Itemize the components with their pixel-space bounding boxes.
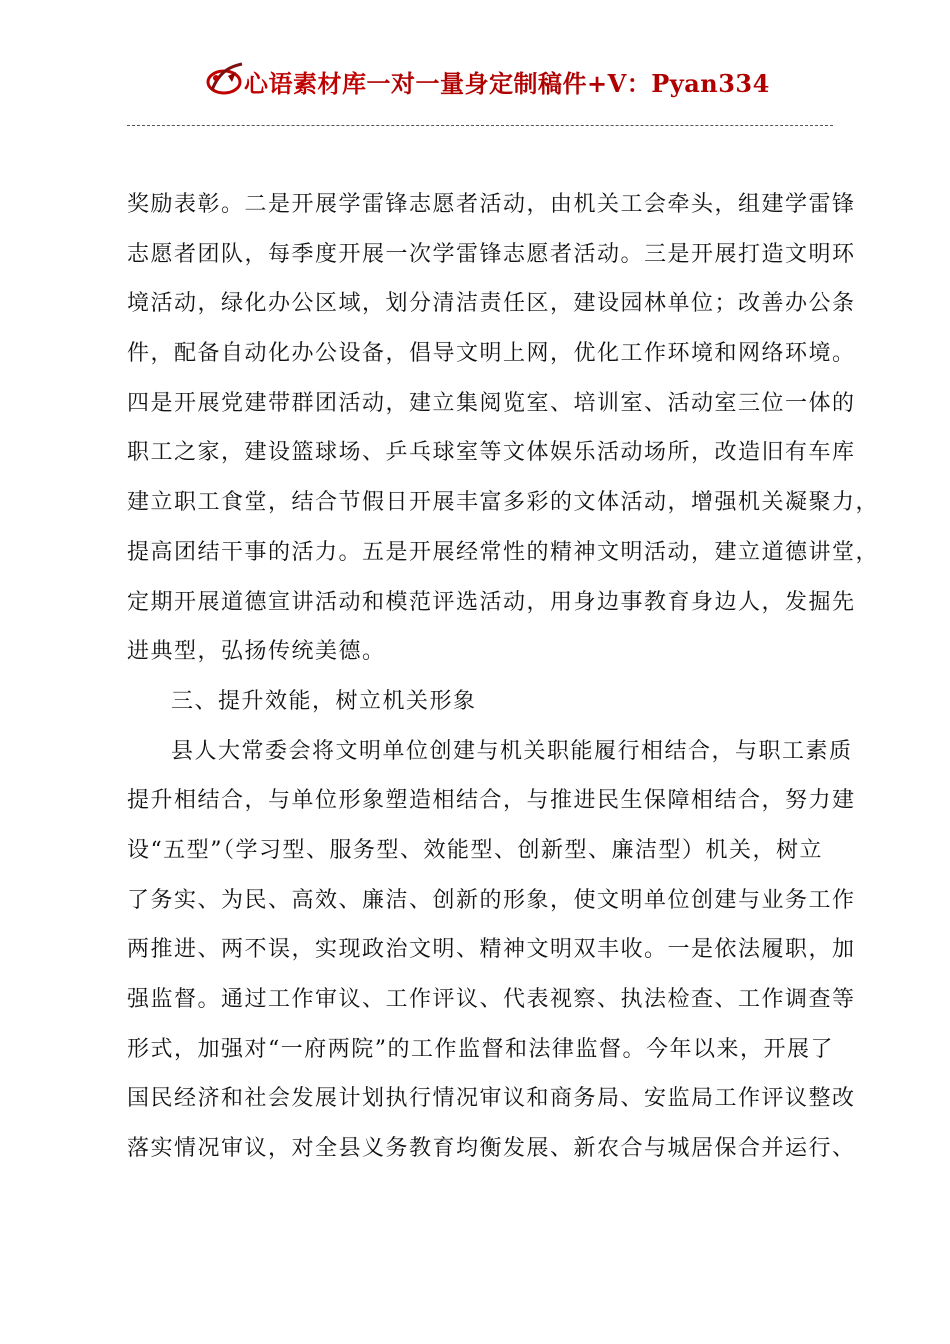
text-line: 进典型，弘扬传统美德。 [127, 639, 386, 665]
text-line: 落实情况审议，对全县义务教育均衡发展、新农合与城居保合并运行、 [127, 1136, 856, 1162]
header-divider [127, 125, 833, 126]
document-body [127, 180, 880, 1174]
page-header [0, 58, 950, 104]
brand-logo-icon [202, 60, 248, 100]
text-line: 奖励表彰。二是开展学雷锋志愿者活动，由机关工会牵头，组建学雷锋 [127, 192, 856, 217]
text-line: 定期开展道德宣讲活动和模范评选活动，用身边事教育身边人，发掘先 [127, 589, 856, 615]
text-line: 两推进、两不误，实现政治文明、精神文明双丰收。一是依法履职，加 [127, 937, 856, 963]
text-line: 职工之家，建设篮球场、乒乓球室等文体娱乐活动场所，改造旧有车库 [127, 440, 856, 466]
text-line: 志愿者团队，每季度开展一次学雷锋志愿者活动。三是开展打造文明环 [127, 241, 856, 267]
text-line: 件，配备自动化办公设备，倡导文明上网，优化工作环境和网络环境。 [127, 341, 856, 367]
text-line: 境活动，绿化办公区域，划分清洁责任区，建设园林单位；改善办公条 [127, 291, 856, 317]
text-line: 形式，加强对“一府两院”的工作监督和法律监督。今年以来，开展了 [127, 1036, 834, 1062]
text-line: 县人大常委会将文明单位创建与机关职能履行相结合，与职工素质 [171, 738, 853, 764]
header-brand: 心语素材库 [244, 69, 367, 98]
header-title [244, 64, 770, 99]
text-line: 提升相结合，与单位形象塑造相结合，与推进民生保障相结合，努力建 [127, 788, 856, 814]
text-line: 四是开展党建带群团活动，建立集阅览室、培训室、活动室三位一体的 [127, 390, 856, 416]
text-line: 提高团结干事的活力。五是开展经常性的精神文明活动，建立道德讲堂， [127, 539, 880, 565]
text-line: 了务实、为民、高效、廉洁、创新的形象，使文明单位创建与业务工作 [127, 887, 856, 913]
text-line: 强监督。通过工作审议、工作评议、代表视察、执法检查、工作调查等 [127, 987, 856, 1012]
text-line: 设“五型”（学习型、服务型、效能型、创新型、廉洁型）机关，树立 [127, 837, 823, 863]
section-heading: 三、提升效能，树立机关形象 [171, 688, 477, 714]
header-slogan: 一对一量身定制稿件+V：Pyan334 [366, 69, 770, 98]
text-line: 国民经济和社会发展计划执行情况审议和商务局、安监局工作评议整改 [127, 1086, 856, 1112]
text-line: 建立职工食堂，结合节假日开展丰富多彩的文体活动，增强机关凝聚力， [127, 490, 880, 516]
